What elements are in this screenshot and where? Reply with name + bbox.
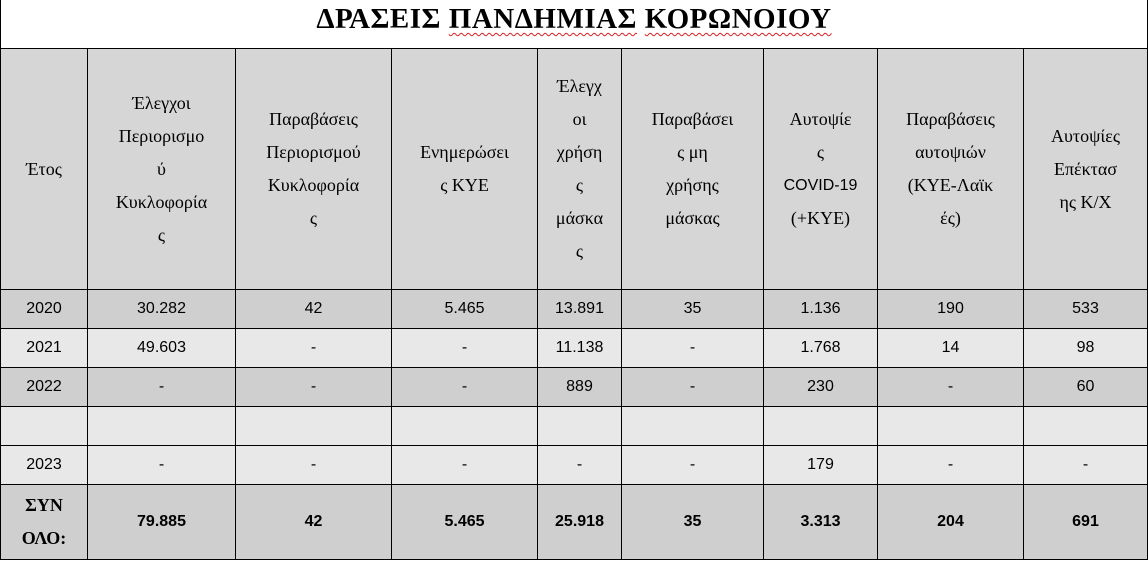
table-cell: - bbox=[88, 446, 236, 485]
table-cell: - bbox=[622, 329, 764, 368]
header-line: ς μη bbox=[677, 142, 708, 162]
header-line: ης Κ/Χ bbox=[1059, 191, 1112, 212]
table-row bbox=[0, 290, 1148, 329]
header-line: Παραβάσει bbox=[651, 109, 734, 129]
title-word-1: ΔΡΑΣΕΙΣ bbox=[316, 3, 442, 35]
header-movement-checks bbox=[88, 48, 236, 290]
header-line: Περιορισμο bbox=[118, 125, 205, 146]
header-line: ς bbox=[816, 142, 825, 162]
table-cell: 35 bbox=[622, 290, 764, 329]
table-cell: 889 bbox=[538, 368, 622, 407]
header-year bbox=[0, 48, 88, 290]
total-cell: 35 bbox=[622, 485, 764, 560]
table-cell bbox=[622, 407, 764, 446]
total-cell: 79.885 bbox=[88, 485, 236, 560]
header-year-line-0: Έτος bbox=[26, 158, 62, 179]
year-cell: 2023 bbox=[0, 446, 88, 485]
table-cell: 11.138 bbox=[538, 329, 622, 368]
total-cell: 691 bbox=[1024, 485, 1148, 560]
total-cell: 5.465 bbox=[392, 485, 538, 560]
header-line: Παραβάσεις bbox=[269, 109, 358, 129]
table-cell: 533 bbox=[1024, 290, 1148, 329]
header-line: ύ bbox=[157, 158, 166, 179]
table-cell: 98 bbox=[1024, 329, 1148, 368]
table-cell: 190 bbox=[878, 290, 1024, 329]
table-cell: 49.603 bbox=[88, 329, 236, 368]
header-line: Ενημερώσει bbox=[420, 142, 509, 162]
title-row bbox=[0, 0, 1148, 48]
table-cell: - bbox=[622, 446, 764, 485]
table-cell: - bbox=[878, 446, 1024, 485]
table-cell bbox=[392, 407, 538, 446]
header-extension-inspections bbox=[1024, 48, 1148, 290]
actions-table bbox=[0, 48, 1148, 560]
header-line: Επέκτασ bbox=[1053, 158, 1118, 179]
year-cell: 2020 bbox=[0, 290, 88, 329]
table-cell: - bbox=[1024, 446, 1148, 485]
table-cell: - bbox=[538, 446, 622, 485]
table-cell: - bbox=[236, 329, 392, 368]
header-line: ς bbox=[575, 241, 584, 261]
header-line: (+ΚΥΕ) bbox=[790, 208, 851, 228]
table-cell: 30.282 bbox=[88, 290, 236, 329]
header-line: χρήσης bbox=[666, 175, 719, 195]
header-line: ς ΚΥΕ bbox=[440, 175, 489, 195]
table-cell: - bbox=[88, 368, 236, 407]
total-label bbox=[0, 485, 88, 560]
table-cell: - bbox=[392, 368, 538, 407]
header-line: Κυκλοφορία bbox=[267, 175, 360, 195]
total-cell: 3.313 bbox=[764, 485, 878, 560]
table-cell bbox=[764, 407, 878, 446]
table-cell: 60 bbox=[1024, 368, 1148, 407]
table-cell: - bbox=[392, 446, 538, 485]
table-cell: 14 bbox=[878, 329, 1024, 368]
title-word-2: ΠΑΝΔΗΜΙΑΣ bbox=[448, 3, 638, 35]
table-title bbox=[316, 3, 831, 36]
table-row-empty bbox=[0, 407, 1148, 446]
table-cell: - bbox=[236, 368, 392, 407]
header-line: αυτοψιών bbox=[915, 142, 986, 162]
table-row bbox=[0, 446, 1148, 485]
title-word-3: ΚΟΡΩΝΟΙΟΥ bbox=[644, 3, 832, 35]
table-cell: - bbox=[236, 446, 392, 485]
header-line: χρήση bbox=[556, 142, 603, 162]
header-line: Αυτοψίε bbox=[789, 109, 852, 129]
header-line: οι bbox=[572, 109, 587, 129]
year-cell bbox=[0, 407, 88, 446]
header-line: Κυκλοφορία bbox=[115, 191, 208, 212]
header-line: ές) bbox=[940, 208, 961, 228]
total-row bbox=[0, 485, 1148, 560]
table-row bbox=[0, 329, 1148, 368]
table-cell bbox=[236, 407, 392, 446]
total-label-line: ΣΥΝ bbox=[25, 495, 63, 515]
header-mask-checks bbox=[538, 48, 622, 290]
table-row bbox=[0, 368, 1148, 407]
header-covid-inspections bbox=[764, 48, 878, 290]
year-cell: 2022 bbox=[0, 368, 88, 407]
header-line: ς bbox=[157, 224, 166, 245]
header-inspection-violations bbox=[878, 48, 1024, 290]
total-label-line: ΟΛΟ: bbox=[21, 528, 67, 548]
year-cell: 2021 bbox=[0, 329, 88, 368]
header-line: Παραβάσεις bbox=[906, 109, 995, 129]
header-line: μάσκας bbox=[665, 208, 720, 228]
table-cell: 5.465 bbox=[392, 290, 538, 329]
table-cell bbox=[878, 407, 1024, 446]
header-kye-updates bbox=[392, 48, 538, 290]
table-cell: 1.136 bbox=[764, 290, 878, 329]
table-cell bbox=[88, 407, 236, 446]
table-cell: 179 bbox=[764, 446, 878, 485]
table-cell: - bbox=[878, 368, 1024, 407]
header-line: ς bbox=[575, 175, 584, 195]
total-cell: 25.918 bbox=[538, 485, 622, 560]
header-movement-violations bbox=[236, 48, 392, 290]
header-line: Περιορισμού bbox=[266, 142, 361, 162]
table-cell: 1.768 bbox=[764, 329, 878, 368]
header-mask-violations bbox=[622, 48, 764, 290]
table-cell: - bbox=[622, 368, 764, 407]
table-cell bbox=[1024, 407, 1148, 446]
table-cell: 13.891 bbox=[538, 290, 622, 329]
table-cell bbox=[538, 407, 622, 446]
table-cell: - bbox=[392, 329, 538, 368]
header-row bbox=[0, 48, 1148, 290]
total-cell: 42 bbox=[236, 485, 392, 560]
table-cell: 42 bbox=[236, 290, 392, 329]
total-cell: 204 bbox=[878, 485, 1024, 560]
header-line: μάσκα bbox=[555, 208, 604, 228]
header-line: Αυτοψίες bbox=[1051, 125, 1120, 146]
header-line: COVID-19 bbox=[783, 177, 858, 194]
header-line: ς bbox=[309, 208, 318, 228]
header-line: Έλεγχ bbox=[557, 76, 602, 96]
header-line: Έλεγχοι bbox=[132, 92, 191, 113]
table-cell: 230 bbox=[764, 368, 878, 407]
header-line: (ΚΥΕ-Λαϊκ bbox=[907, 175, 994, 195]
